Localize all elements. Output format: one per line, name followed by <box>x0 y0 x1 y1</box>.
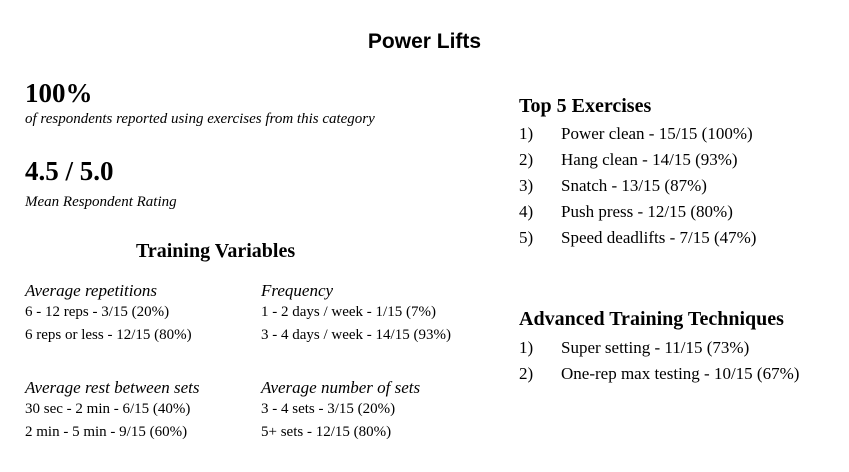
item-number: 1) <box>519 124 534 143</box>
group-line: 6 reps or less - 12/15 (80%) <box>25 327 192 343</box>
group-average-repetitions <box>25 281 192 347</box>
item-number: 1) <box>519 338 534 357</box>
top-exercises-list <box>519 121 756 251</box>
advanced-techniques-heading: Advanced Training Techniques <box>519 308 784 330</box>
group-label: Average rest between sets <box>25 378 200 397</box>
group-label: Average number of sets <box>261 378 421 397</box>
item-number: 2) <box>519 150 534 169</box>
group-label: Average repetitions <box>25 281 158 300</box>
item-number: 5) <box>519 228 534 247</box>
item-text: Speed deadlifts - 7/15 (47%) <box>561 228 757 247</box>
group-line: 1 - 2 days / week - 1/15 (7%) <box>261 304 436 320</box>
group-line: 6 - 12 reps - 3/15 (20%) <box>25 304 170 320</box>
item-text: One-rep max testing - 10/15 (67%) <box>561 364 800 383</box>
rating-caption: Mean Respondent Rating <box>25 194 177 210</box>
list-item <box>519 147 756 173</box>
list-item <box>519 335 799 361</box>
list-item <box>519 199 756 225</box>
group-line: 2 min - 5 min - 9/15 (60%) <box>25 424 188 440</box>
group-label: Frequency <box>261 281 334 300</box>
list-item <box>519 361 799 387</box>
group-line: 30 sec - 2 min - 6/15 (40%) <box>25 401 191 417</box>
usage-caption: of respondents reported using exercises from this category <box>25 111 375 127</box>
item-text: Snatch - 13/15 (87%) <box>561 176 707 195</box>
usage-percent: 100% <box>25 78 93 108</box>
item-text: Power clean - 15/15 (100%) <box>561 124 753 143</box>
item-number: 3) <box>519 176 534 195</box>
advanced-techniques-list <box>519 335 799 387</box>
rating-value: 4.5 / 5.0 <box>25 156 114 186</box>
group-average-rest <box>25 378 200 444</box>
item-number: 4) <box>519 202 534 221</box>
item-number: 2) <box>519 364 534 383</box>
training-variables-heading: Training Variables <box>136 240 296 262</box>
group-line: 5+ sets - 12/15 (80%) <box>261 424 392 440</box>
item-text: Push press - 12/15 (80%) <box>561 202 733 221</box>
group-average-sets <box>261 378 420 444</box>
page-title: Power Lifts <box>367 30 482 53</box>
list-item <box>519 225 756 251</box>
group-line: 3 - 4 sets - 3/15 (20%) <box>261 401 396 417</box>
list-item <box>519 121 756 147</box>
item-text: Super setting - 11/15 (73%) <box>561 338 750 357</box>
list-item <box>519 173 756 199</box>
item-text: Hang clean - 14/15 (93%) <box>561 150 738 169</box>
top-exercises-heading: Top 5 Exercises <box>519 95 652 117</box>
group-line: 3 - 4 days / week - 14/15 (93%) <box>261 327 451 343</box>
group-frequency <box>261 281 451 347</box>
